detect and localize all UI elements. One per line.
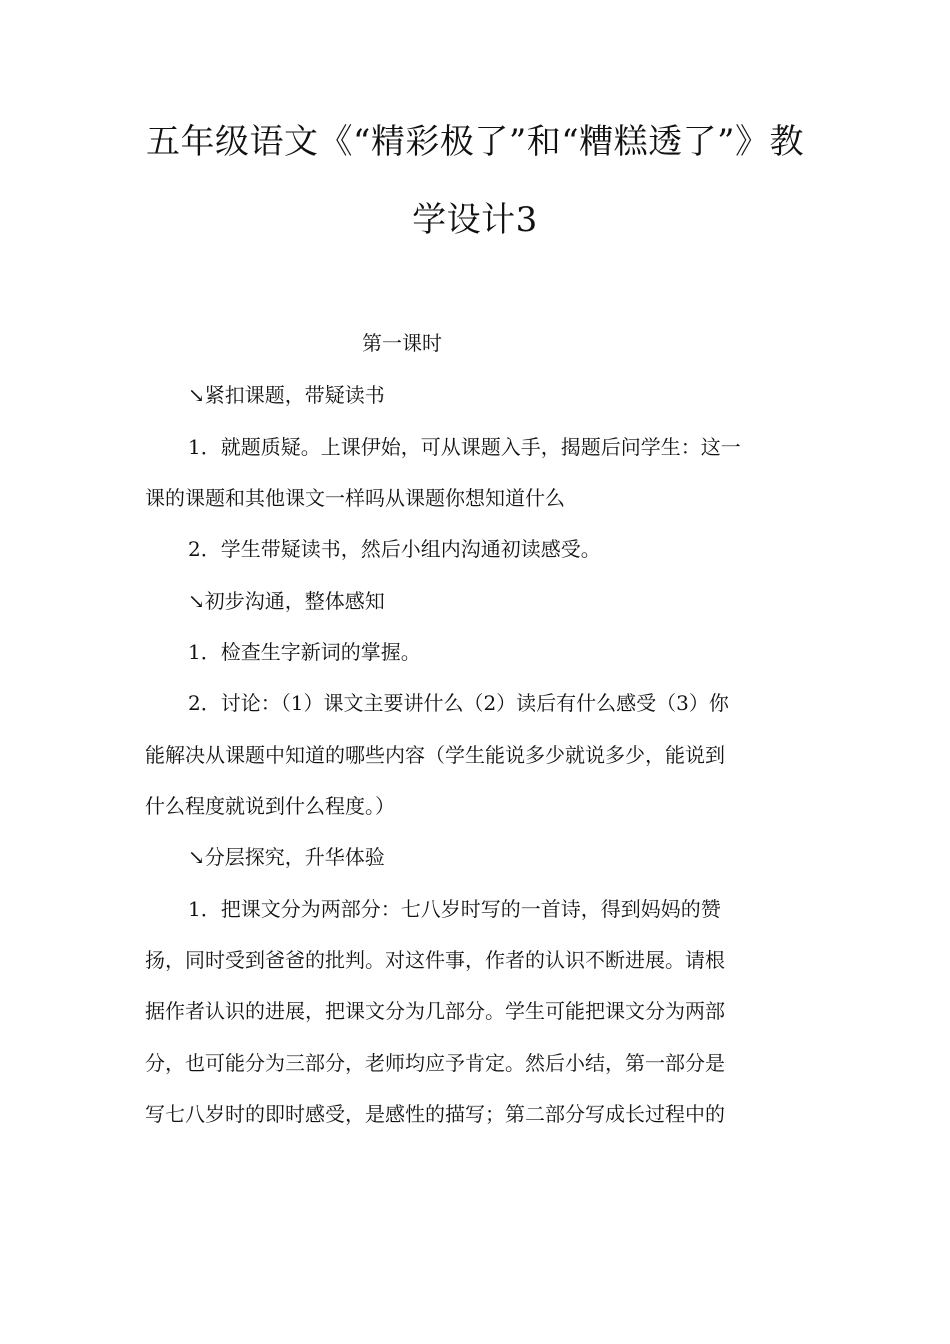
- section-1-para-1-line-1: 1．就题质疑。上课伊始，可从课题入手，揭题后问学生：这一: [188, 435, 741, 459]
- section-1-para-2-line-1: 2．学生带疑读书，然后小组内沟通初读感受。: [188, 537, 601, 561]
- section-2-para-2-line-3: 什么程度就说到什么程度。）: [145, 794, 395, 818]
- section-1-para-1-line-2: 课的课题和其他课文一样吗从课题你想知道什么: [145, 486, 565, 510]
- lesson-heading: 第一课时: [362, 331, 442, 355]
- section-2-para-2-line-1: 2．讨论：（1）课文主要讲什么（2）读后有什么感受（3）你: [188, 691, 729, 715]
- section-3-para-1-line-3: 据作者认识的进展，把课文分为几部分。学生可能把课文分为两部: [145, 999, 725, 1023]
- section-3-para-1-line-4: 分，也可能分为三部分，老师均应予肯定。然后小结，第一部分是: [145, 1051, 725, 1075]
- document-title-line-2: 学设计3: [412, 200, 538, 240]
- section-1-heading: ↘紧扣课题，带疑读书: [188, 383, 385, 407]
- section-3-para-1-line-5: 写七八岁时的即时感受，是感性的描写；第二部分写成长过程中的: [145, 1102, 725, 1126]
- section-3-para-1-line-2: 扬，同时受到爸爸的批判。对这件事，作者的认识不断进展。请根: [145, 948, 725, 972]
- section-2-para-1-line-1: 1．检查生字新词的掌握。: [188, 640, 421, 664]
- document-title-line-1: 五年级语文《“精彩极了”和“糟糕透了”》教: [145, 122, 805, 162]
- section-3-para-1-line-1: 1．把课文分为两部分：七八岁时写的一首诗，得到妈妈的赞: [188, 897, 721, 921]
- section-2-para-2-line-2: 能解决从课题中知道的哪些内容（学生能说多少就说多少，能说到: [145, 743, 725, 767]
- section-2-heading: ↘初步沟通，整体感知: [188, 589, 385, 613]
- section-3-heading: ↘分层探究，升华体验: [188, 845, 385, 869]
